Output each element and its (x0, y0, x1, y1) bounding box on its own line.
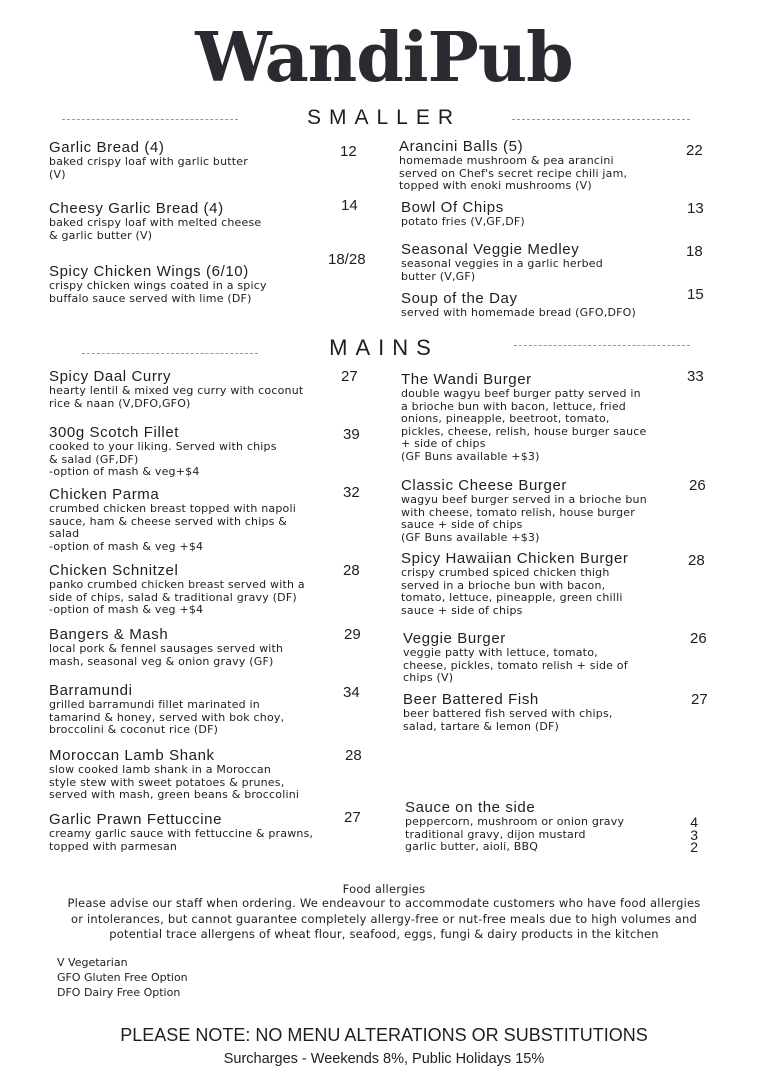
item-description: beer battered fish served with chips, salad, tartare & lemon (DF) (403, 707, 613, 733)
item-description: double wagyu beef burger patty served in a brioche bun with bacon, lettuce, fried onions, pineapple, beetroot, tomato, pickles, cheese, relish, house burger sauce + side of chips (GF Buns available +$3) (401, 387, 647, 463)
item-name: Arancini Balls (5) (399, 138, 524, 155)
menu-item (401, 199, 525, 229)
item-name: Chicken Parma (49, 486, 160, 503)
divider (514, 345, 690, 346)
menu-item (49, 626, 283, 668)
pub-logo: WandiPub (195, 18, 573, 98)
item-description: hearty lentil & mixed veg curry with coconut rice & naan (V,DFO,GFO) (49, 384, 304, 410)
menu-item (403, 630, 628, 685)
item-price: 15 (687, 286, 704, 303)
item-price: 39 (343, 426, 360, 443)
item-price: 22 (686, 142, 703, 159)
item-description: creamy garlic sauce with fettuccine & prawns, topped with parmesan (49, 827, 314, 853)
item-name: 300g Scotch Fillet (49, 424, 180, 441)
item-price: 32 (343, 484, 360, 501)
legend-item: DFO Dairy Free Option (57, 986, 181, 999)
item-price: 28 (345, 747, 362, 764)
menu-item (49, 811, 313, 853)
no-alterations-note: PLEASE NOTE: NO MENU ALTERATIONS OR SUBSTITUTIONS (120, 1025, 648, 1045)
dietary-legend (57, 955, 188, 1000)
menu-item (49, 200, 261, 242)
menu-item (49, 747, 299, 802)
item-name: Classic Cheese Burger (401, 477, 567, 494)
item-description: wagyu beef burger served in a brioche bun with cheese, tomato relish, house burger sauce + side of chips (GF Buns available +$3) (401, 493, 647, 544)
item-description: slow cooked lamb shank in a Moroccan style stew with sweet potatoes & prunes, served with mash, green beans & broccolini (49, 763, 300, 801)
item-description: served with homemade bread (GFO,DFO) (401, 306, 636, 319)
item-description: panko crumbed chicken breast served with a side of chips, salad & traditional gravy (DF) -option of mash & veg +$4 (49, 578, 305, 616)
item-name: Veggie Burger (403, 630, 506, 647)
sauce-prices: 4 3 2 (690, 814, 698, 855)
menu-item (401, 371, 647, 463)
item-price: 28 (688, 552, 705, 569)
item-description: cooked to your liking. Served with chips & salad (GF,DF) -option of mash & veg+$4 (49, 440, 277, 478)
item-price: 14 (341, 197, 358, 214)
menu-item (399, 138, 627, 193)
menu-item (403, 691, 613, 733)
menu-item (401, 290, 636, 320)
item-description: grilled barramundi fillet marinated in tamarind & honey, served with bok choy, broccolini & coconut rice (DF) (49, 698, 285, 736)
item-description: potato fries (V,GF,DF) (401, 215, 525, 228)
item-price: 13 (687, 200, 704, 217)
item-price: 33 (687, 368, 704, 385)
item-name: Cheesy Garlic Bread (4) (49, 200, 224, 217)
item-name: Sauce on the side (405, 799, 536, 816)
divider (512, 119, 690, 120)
menu-item (49, 263, 267, 305)
menu-item (401, 550, 629, 617)
item-name: Moroccan Lamb Shank (49, 747, 215, 764)
item-name: Chicken Schnitzel (49, 562, 179, 579)
item-description: baked crispy loaf with garlic butter (V) (49, 155, 248, 181)
sauce-item (405, 799, 624, 854)
menu-item (401, 241, 603, 283)
item-price: 26 (689, 477, 706, 494)
item-price: 27 (341, 368, 358, 385)
item-name: Spicy Hawaiian Chicken Burger (401, 550, 629, 567)
item-price: 18/28 (328, 251, 366, 268)
legend-item: GFO Gluten Free Option (57, 971, 188, 984)
item-description: baked crispy loaf with melted cheese & garlic butter (V) (49, 216, 262, 242)
item-name: Seasonal Veggie Medley (401, 241, 580, 258)
item-price: 18 (686, 243, 703, 260)
menu-item (49, 562, 305, 617)
item-price: 27 (691, 691, 708, 708)
item-price: 28 (343, 562, 360, 579)
item-name: Bowl Of Chips (401, 199, 504, 216)
item-name: The Wandi Burger (401, 371, 532, 388)
menu-item (49, 139, 248, 181)
item-price: 29 (344, 626, 361, 643)
item-price: 27 (344, 809, 361, 826)
item-price: 34 (343, 684, 360, 701)
section-title-smaller: SMALLER (306, 106, 462, 129)
item-name: Garlic Bread (4) (49, 139, 165, 156)
item-name: Garlic Prawn Fettuccine (49, 811, 223, 828)
item-description: crumbed chicken breast topped with napoli sauce, ham & cheese served with chips & salad -option of mash & veg +$4 (49, 502, 296, 553)
menu-item (49, 424, 277, 479)
item-description: crispy chicken wings coated in a spicy buffalo sauce served with lime (DF) (49, 279, 267, 305)
item-price: 12 (340, 143, 357, 160)
menu-item (401, 477, 647, 544)
item-name: Barramundi (49, 682, 133, 699)
item-name: Beer Battered Fish (403, 691, 539, 708)
item-description: homemade mushroom & pea arancini served on Chef's secret recipe chili jam, topped with enoki mushrooms (V) (399, 154, 628, 192)
item-description: peppercorn, mushroom or onion gravy traditional gravy, dijon mustard garlic butter, aioli, BBQ (405, 815, 625, 853)
item-name: Bangers & Mash (49, 626, 169, 643)
item-description: local pork & fennel sausages served with mash, seasonal veg & onion gravy (GF) (49, 642, 284, 668)
item-description: seasonal veggies in a garlic herbed butter (V,GF) (401, 257, 603, 283)
item-description: veggie patty with lettuce, tomato, cheese, pickles, tomato relish + side of chips (V) (403, 646, 628, 684)
item-name: Spicy Daal Curry (49, 368, 172, 385)
menu-item (49, 682, 284, 737)
menu-item (49, 486, 296, 553)
allergies-text: Please advise our staff when ordering. We endeavour to accommodate customers who have food allergies or intolerances, but cannot guarantee completely allergy-free or nut-free meals due to high volumes and potential trace allergens of wheat flour, seafood, eggs, fungi & dairy products in the kitchen (67, 896, 701, 941)
section-title-mains: MAINS (329, 335, 439, 360)
legend-item: V Vegetarian (57, 956, 128, 969)
menu-item (49, 368, 303, 410)
surcharges-note: Surcharges - Weekends 8%, Public Holidays 15% (223, 1051, 545, 1067)
allergies-title: Food allergies (342, 882, 426, 896)
item-description: crispy crumbed spiced chicken thigh served in a brioche bun with bacon, tomato, lettuce, pineapple, green chilli sauce + side of chips (401, 566, 623, 617)
item-name: Spicy Chicken Wings (6/10) (49, 263, 249, 280)
item-name: Soup of the Day (401, 290, 518, 307)
item-price: 26 (690, 630, 707, 647)
